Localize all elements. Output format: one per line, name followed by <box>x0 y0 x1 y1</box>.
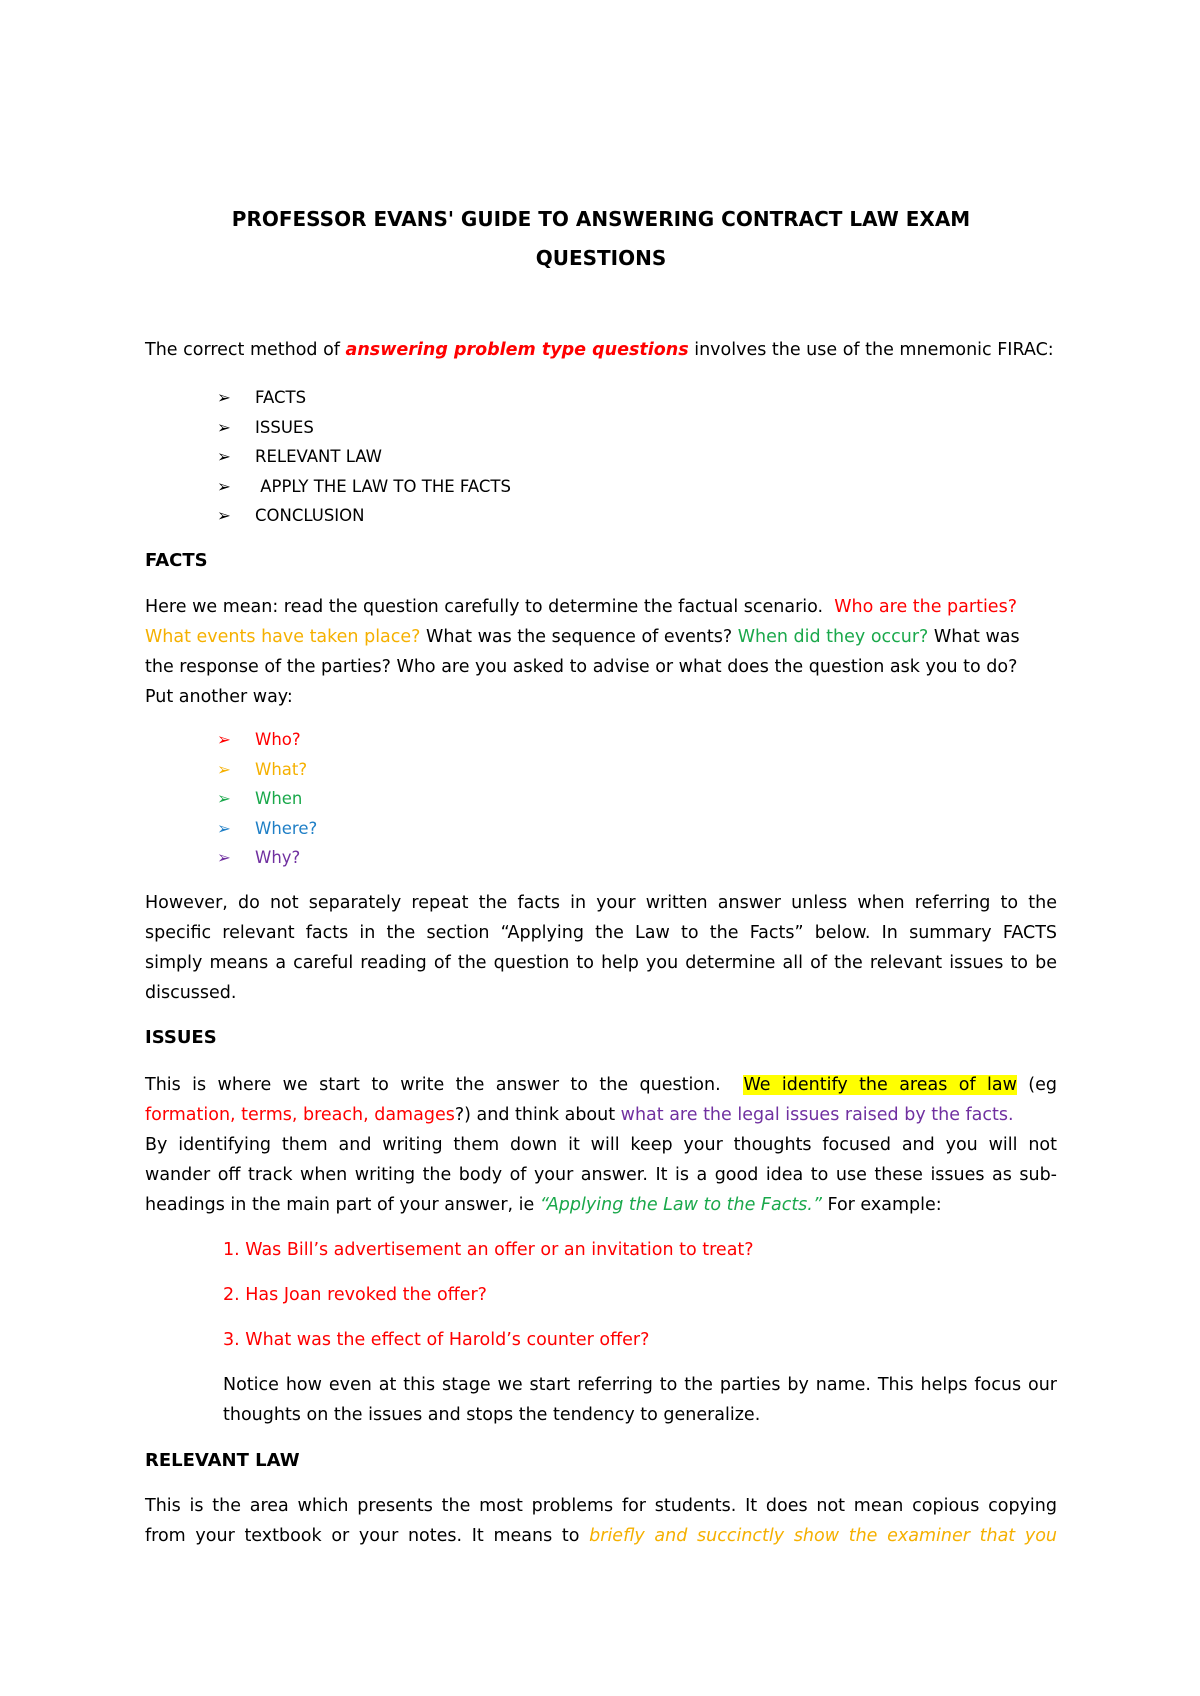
relevant-law-paragraph: This is the area which presents the most problems for students. It does not mean copious copying from your textbook or your notes. It means to briefly and succinctly show the examiner that you <box>145 1491 1057 1551</box>
arrow-bullet-icon: ➢ <box>217 476 231 496</box>
heading-facts: FACTS <box>145 550 208 571</box>
firac-list <box>217 383 511 531</box>
list-item: ➢ When <box>217 784 317 814</box>
list-item: ➢ RELEVANT LAW <box>217 442 511 472</box>
intro-text-end: involves the use of the mnemonic FIRAC: <box>688 340 1054 360</box>
arrow-bullet-icon: ➢ <box>217 789 231 808</box>
issue-question-3: 3. What was the effect of Harold’s counter offer? <box>223 1330 650 1350</box>
issues-paragraph: This is where we start to write the answer to the question. We identify the areas of law (eg formation, terms, breach, damages?) and think about what are the legal issues raised by the facts. By identifying them and writing them down it will keep your thoughts focused and you will not wander off track when writing the body of your answer. It is a good idea to use these issues as sub- headings in the main part of your answer, ie “Applying the Law to the Facts.” For example: <box>145 1070 1057 1220</box>
list-item: ➢ Who? <box>217 725 317 755</box>
w-question-list <box>217 725 317 873</box>
issue-question-1: 1. Was Bill’s advertisement an offer or an invitation to treat? <box>223 1240 754 1260</box>
issues-line-2: formation, terms, breach, damages?) and think about what are the legal issues raised by the facts. <box>145 1105 1014 1125</box>
list-item: ➢ Why? <box>217 843 317 873</box>
arrow-bullet-icon: ➢ <box>217 447 231 466</box>
arrow-bullet-icon: ➢ <box>217 388 231 407</box>
intro-emphasis: answering problem type questions <box>345 340 689 360</box>
facts-line-3: the response of the parties? Who are you asked to advise or what does the question ask you to do? <box>145 657 1018 677</box>
arrow-bullet-icon: ➢ <box>217 759 231 779</box>
heading-relevant-law: RELEVANT LAW <box>145 1450 300 1471</box>
list-item: ➢ Where? <box>217 814 317 844</box>
issues-line-1: This is where we start to write the answer to the question. We identify the areas of law (eg <box>145 1075 1058 1095</box>
facts-paragraph <box>145 592 1057 712</box>
list-item: ➢ FACTS <box>217 383 511 413</box>
list-item: ➢ APPLY THE LAW TO THE FACTS <box>217 472 511 502</box>
list-item: ➢ CONCLUSION <box>217 501 511 531</box>
title-line-1: PROFESSOR EVANS' GUIDE TO ANSWERING CONTRACT LAW EXAM <box>231 207 971 231</box>
issue-question-2: 2. Has Joan revoked the offer? <box>223 1285 487 1305</box>
facts-line-2: What events have taken place? What was the sequence of events? When did they occur? What was <box>145 627 1020 647</box>
arrow-bullet-icon: ➢ <box>217 730 231 749</box>
intro-paragraph <box>145 335 1057 365</box>
arrow-bullet-icon: ➢ <box>217 848 231 867</box>
arrow-bullet-icon: ➢ <box>217 818 231 838</box>
page-title <box>145 200 1057 278</box>
facts-line-4: Put another way: <box>145 687 293 707</box>
facts-line-1: Here we mean: read the question carefully to determine the factual scenario. Who are the parties? <box>145 597 1017 617</box>
title-line-2: QUESTIONS <box>535 246 667 270</box>
issues-line-5: headings in the main part of your answer, ie “Applying the Law to the Facts.” For example: <box>145 1195 942 1215</box>
relevant-law-line-2: from your textbook or your notes. It means to briefly and succinctly show the examiner that you <box>145 1526 1058 1546</box>
list-item: ➢ ISSUES <box>217 413 511 443</box>
intro-text: The correct method of <box>145 340 346 360</box>
arrow-bullet-icon: ➢ <box>217 506 231 525</box>
list-item: ➢ What? <box>217 755 317 785</box>
heading-issues: ISSUES <box>145 1027 217 1048</box>
arrow-bullet-icon: ➢ <box>217 417 231 437</box>
facts-summary-paragraph: However, do not separately repeat the facts in your written answer unless when referring to the specific relevant facts in the section “Applying the Law to the Facts” below. In summary FACTS simply means a careful reading of the question to help you determine all of the relevant issues to be discussed. <box>145 893 1057 1003</box>
issues-note: Notice how even at this stage we start referring to the parties by name. This helps focus our thoughts on the issues and stops the tendency to generalize. <box>223 1375 1057 1425</box>
